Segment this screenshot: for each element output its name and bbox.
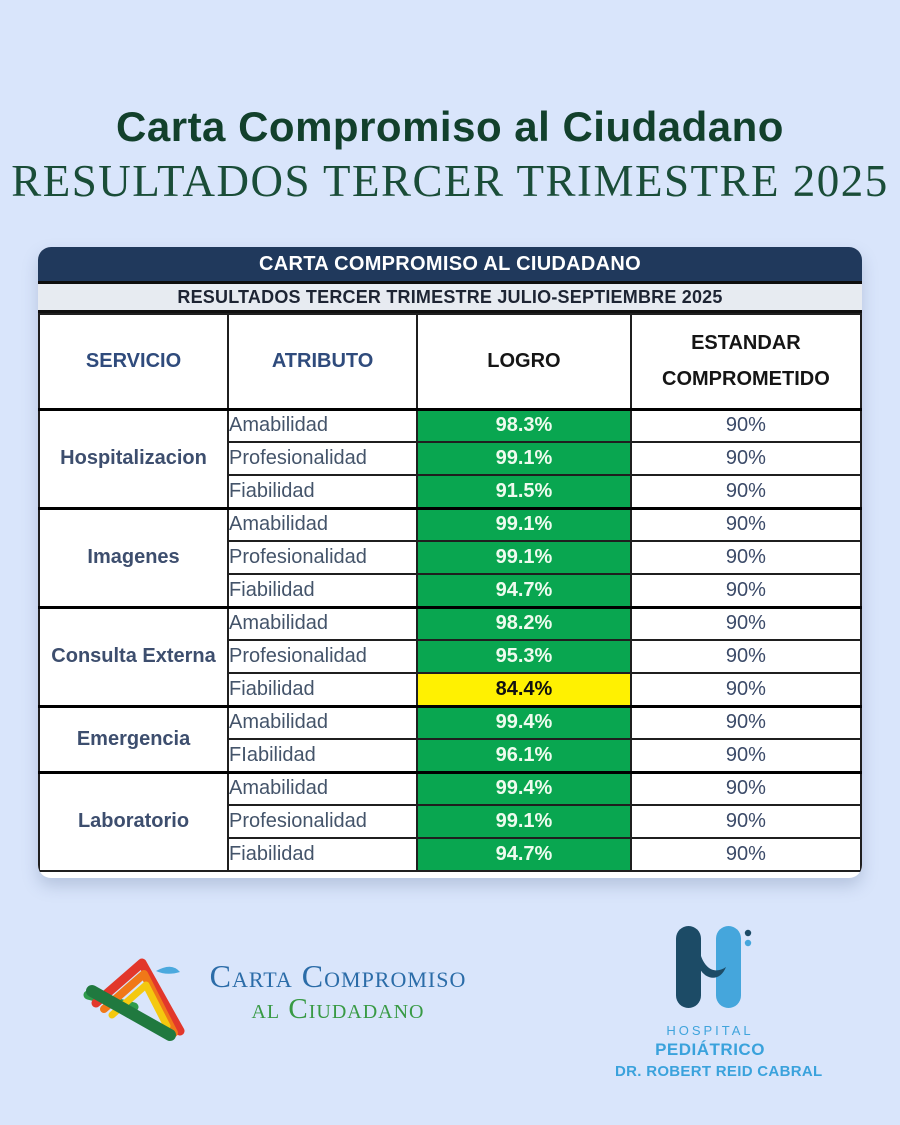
estandar-cell: 90% [631, 442, 861, 475]
attribute-cell: FIabilidad [228, 739, 417, 772]
logro-cell: 98.3% [417, 409, 631, 442]
attribute-cell: Amabilidad [228, 508, 417, 541]
report-card [38, 247, 862, 878]
logro-cell: 91.5% [417, 475, 631, 508]
carta-compromiso-wordmark [204, 960, 472, 1025]
carta-compromiso-swoosh-icon [82, 943, 194, 1043]
attribute-cell: Amabilidad [228, 706, 417, 739]
estandar-cell: 90% [631, 706, 861, 739]
service-cell: Laboratorio [39, 772, 228, 871]
estandar-cell: 90% [631, 805, 861, 838]
ccc-wordmark-line2: al Ciudadano [251, 992, 425, 1025]
attribute-cell: Profesionalidad [228, 541, 417, 574]
logro-cell: 84.4% [417, 673, 631, 706]
table-row [39, 508, 861, 541]
estandar-cell: 90% [631, 640, 861, 673]
logro-cell: 96.1% [417, 739, 631, 772]
estandar-cell: 90% [631, 772, 861, 805]
logro-cell: 99.1% [417, 541, 631, 574]
service-cell: Emergencia [39, 706, 228, 772]
logro-cell: 94.7% [417, 838, 631, 871]
ccc-wordmark-line1: Carta Compromiso [209, 958, 467, 995]
logro-cell: 99.1% [417, 442, 631, 475]
report-header-bar [38, 247, 862, 284]
report-subheader-text: RESULTADOS TERCER TRIMESTRE JULIO-SEPTIEMBRE 2025 [177, 286, 723, 307]
attribute-cell: Amabilidad [228, 409, 417, 442]
attribute-cell: Fiabilidad [228, 475, 417, 508]
page-title: Carta Compromiso al Ciudadano [116, 103, 784, 150]
estandar-cell: 90% [631, 673, 861, 706]
attribute-cell: Fiabilidad [228, 673, 417, 706]
hospital-wordmark-line2: PEDIÁTRICO [655, 1040, 765, 1059]
attribute-cell: Profesionalidad [228, 805, 417, 838]
column-header: ATRIBUTO [228, 314, 417, 409]
attribute-cell: Amabilidad [228, 607, 417, 640]
hospital-wordmark-line3: DR. ROBERT REID CABRAL [615, 1063, 823, 1080]
logro-cell: 98.2% [417, 607, 631, 640]
logro-cell: 94.7% [417, 574, 631, 607]
service-cell: Consulta Externa [39, 607, 228, 706]
logro-cell: 99.1% [417, 805, 631, 838]
table-row [39, 706, 861, 739]
attribute-cell: Profesionalidad [228, 442, 417, 475]
hospital-wordmark-line1: HOSPITAL [666, 1023, 754, 1038]
report-subheader-bar [38, 284, 862, 313]
attribute-cell: Profesionalidad [228, 640, 417, 673]
hospital-h-icon [664, 922, 756, 1014]
estandar-cell: 90% [631, 508, 861, 541]
table-header-row [39, 314, 861, 409]
column-header: ESTANDAR COMPROMETIDO [631, 314, 861, 409]
table-row [39, 607, 861, 640]
attribute-cell: Amabilidad [228, 772, 417, 805]
estandar-cell: 90% [631, 739, 861, 772]
estandar-cell: 90% [631, 607, 861, 640]
table-row [39, 772, 861, 805]
table-row [39, 409, 861, 442]
results-table [38, 313, 862, 872]
page-head [0, 103, 900, 207]
page-subtitle: RESULTADOS TERCER TRIMESTRE 2025 [11, 156, 889, 206]
logro-cell: 99.4% [417, 772, 631, 805]
service-cell: Hospitalizacion [39, 409, 228, 508]
logro-cell: 99.4% [417, 706, 631, 739]
carta-compromiso-logo [82, 938, 472, 1048]
report-header-text: CARTA COMPROMISO AL CIUDADANO [258, 252, 642, 275]
estandar-cell: 90% [631, 838, 861, 871]
estandar-cell: 90% [631, 574, 861, 607]
logro-cell: 95.3% [417, 640, 631, 673]
estandar-cell: 90% [631, 475, 861, 508]
estandar-cell: 90% [631, 409, 861, 442]
attribute-cell: Fiabilidad [228, 838, 417, 871]
attribute-cell: Fiabilidad [228, 574, 417, 607]
column-header: SERVICIO [39, 314, 228, 409]
service-cell: Imagenes [39, 508, 228, 607]
column-header: LOGRO [417, 314, 631, 409]
hospital-logo [615, 922, 823, 1080]
estandar-cell: 90% [631, 541, 861, 574]
logro-cell: 99.1% [417, 508, 631, 541]
